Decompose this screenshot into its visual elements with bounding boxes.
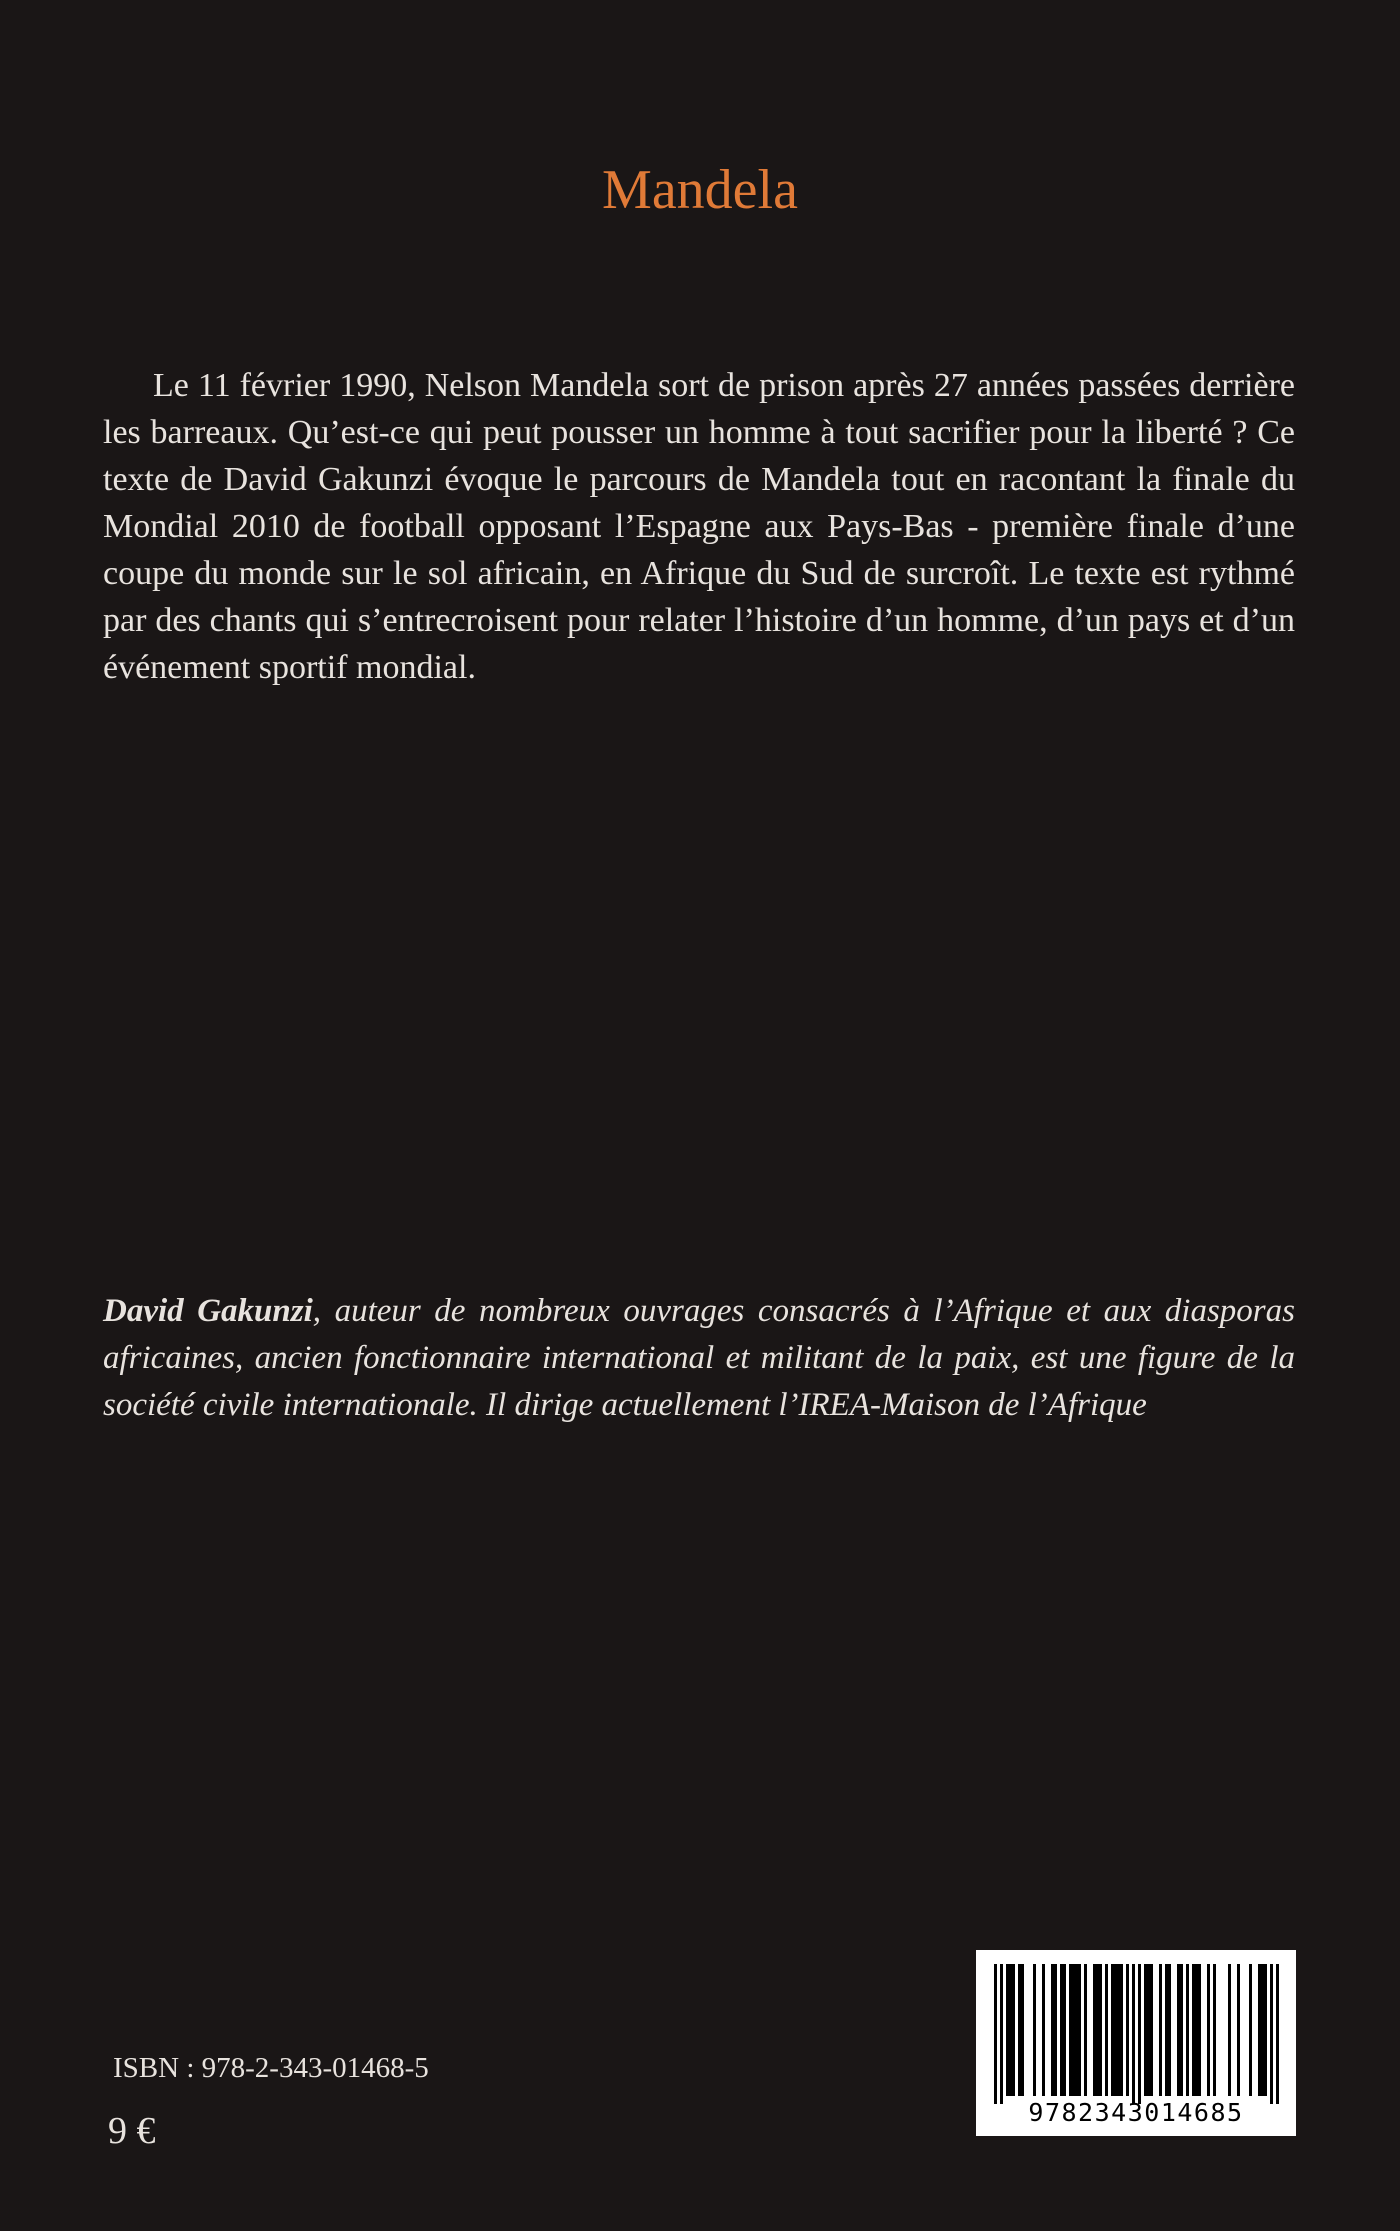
barcode-bar (1270, 1964, 1273, 2104)
barcode-bar (1096, 1964, 1099, 2096)
barcode-bar (1099, 1964, 1102, 2096)
barcode-bar (1126, 1964, 1129, 2096)
barcode-bar (1120, 1964, 1123, 2096)
barcode-bar (1012, 1964, 1015, 2096)
barcode-bar (1111, 1964, 1114, 2096)
author-bio (103, 1288, 1295, 1429)
barcode-bar (1177, 1964, 1180, 2096)
barcode-bar (1261, 1964, 1264, 2096)
barcode-bar (1009, 1964, 1012, 2096)
barcode-bar (1105, 1964, 1108, 2096)
barcode-bar (1258, 1964, 1261, 2096)
isbn-label: ISBN : 978-2-343-01468-5 (113, 2052, 429, 2084)
barcode-bar (1144, 1964, 1147, 2096)
barcode-bar (1207, 1964, 1210, 2096)
barcode-bar (1084, 1964, 1087, 2096)
barcode-bar (1114, 1964, 1117, 2096)
barcode-bar (1072, 1964, 1075, 2096)
barcode-bar (1264, 1964, 1267, 2096)
book-title: Mandela (602, 159, 798, 221)
barcode-bar (1006, 1964, 1009, 2096)
barcode-bar (1051, 1964, 1054, 2096)
barcode-bar (1054, 1964, 1057, 2096)
barcode-bar (1117, 1964, 1120, 2096)
barcode-bar (1276, 1964, 1279, 2104)
price-label: 9 € (108, 2110, 156, 2152)
barcode (976, 1950, 1296, 2136)
barcode-bar (1186, 1964, 1189, 2096)
barcode-bar (1237, 1964, 1240, 2096)
book-summary: Le 11 février 1990, Nelson Mandela sort de prison après 27 années passées derrière les barreaux. Qu’est-ce qui peut pousser un homme à tout sacrifier pour la liberté ? Ce texte de David Gakunzi évoque le parcours de Mandela tout en racontant la finale du Mondial 2010 de football opposant l’Espagne aux Pays-Bas - première finale d’une coupe du monde sur le sol africain, en Afrique du Sud de surcroît. Le texte est rythmé par des chants qui s’entrecroisent pour relater l’histoire d’un homme, d’un pays et d’un événement sportif mondial. (103, 367, 1295, 686)
author-bio-text: , auteur de nombreux ouvrages consacrés à l’Afrique et aux diasporas africaines, ancien fonctionnaire international et militant de la paix, est une figure de la société civile internationale. Il dirige actuellement l’IREA-Maison de l’Afrique (103, 1293, 1295, 1423)
barcode-bar (1021, 1964, 1024, 2096)
barcode-bar (1159, 1964, 1162, 2096)
barcode-bar (994, 1964, 997, 2104)
barcode-bar (1075, 1964, 1078, 2096)
barcode-bar (1060, 1964, 1063, 2096)
barcode-bar (1069, 1964, 1072, 2096)
barcode-bar (1213, 1964, 1216, 2096)
barcode-bar (1192, 1964, 1195, 2096)
barcode-bar (1195, 1964, 1198, 2096)
barcode-bar (1147, 1964, 1150, 2096)
barcode-digits: 9782343014685 (1028, 2098, 1244, 2127)
barcode-bar (1033, 1964, 1036, 2096)
barcode-bar (1132, 1964, 1135, 2104)
barcode-bar (1138, 1964, 1141, 2104)
barcode-bar (1165, 1964, 1168, 2096)
barcode-bar (1078, 1964, 1081, 2096)
barcode-bar (1228, 1964, 1231, 2096)
barcode-bar (1180, 1964, 1183, 2096)
barcode-bar (1000, 1964, 1003, 2104)
barcode-bar (1198, 1964, 1201, 2096)
author-name: David Gakunzi (103, 1293, 313, 1329)
barcode-bar (1150, 1964, 1153, 2096)
barcode-bar (1093, 1964, 1096, 2096)
barcode-bar (1249, 1964, 1252, 2096)
barcode-bar (1168, 1964, 1171, 2096)
barcode-bar (1042, 1964, 1045, 2096)
barcode-bar (1063, 1964, 1066, 2096)
barcode-bar (1018, 1964, 1021, 2096)
